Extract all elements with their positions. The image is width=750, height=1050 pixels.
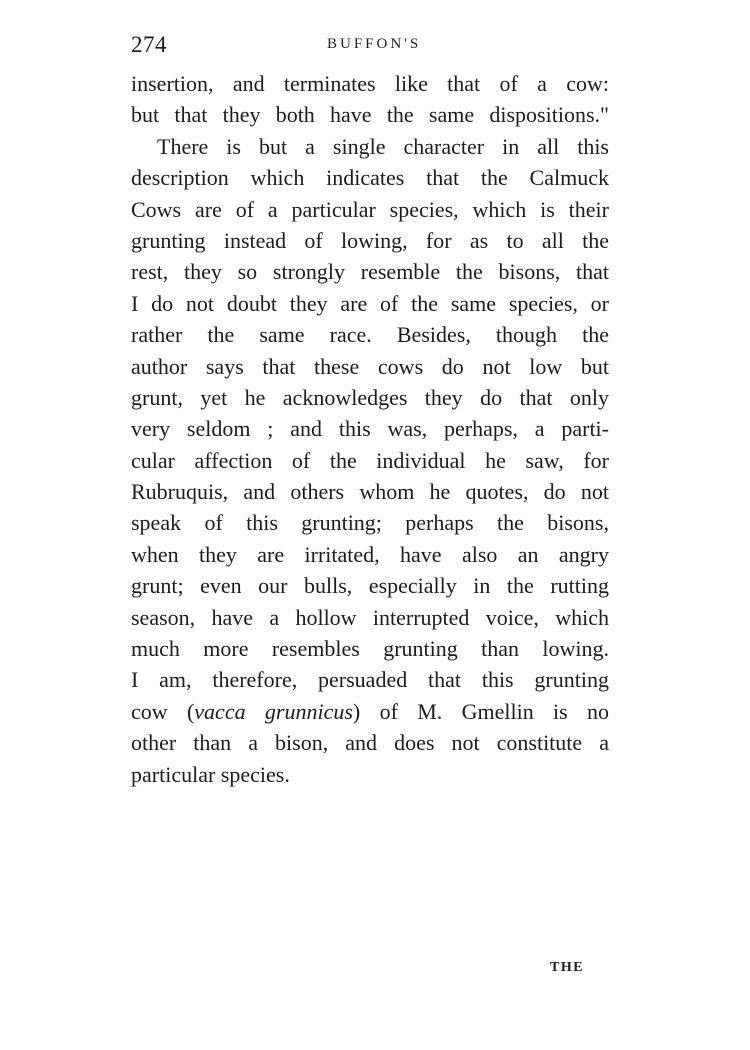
running-head: BUFFON'S xyxy=(327,36,422,52)
text-line: description which indicates that the Calmuck xyxy=(131,165,609,191)
text-line: insertion, and terminates like that of a cow: xyxy=(131,71,609,96)
text-line: season, have a hollow interrupted voice, which xyxy=(131,604,609,630)
page-number: 274 xyxy=(131,32,167,57)
text-line-with-italic xyxy=(131,696,609,727)
text-line: author says that these cows do not low but xyxy=(131,353,609,379)
text-line: There is but a single character in all this xyxy=(157,133,609,159)
text-line: grunt; even our bulls, especially in the rutting xyxy=(131,573,609,599)
text-line: rather the same race. Besides, though the xyxy=(131,322,609,348)
text-line: grunt, yet he acknowledges they do that only xyxy=(131,384,609,410)
text-line-post: ) of M. Gmellin is no xyxy=(352,698,609,724)
latin-name: vacca grunnicus xyxy=(194,698,353,724)
catchword: THE xyxy=(550,960,585,975)
text-line: other than a bison, and does not constitute a xyxy=(131,730,609,756)
text-line: grunting instead of lowing, for as to all the xyxy=(131,227,609,253)
text-line: when they are irritated, have also an angry xyxy=(131,541,609,567)
text-line: but that they both have the same dispositions." xyxy=(131,102,609,128)
text-line: Rubruquis, and others whom he quotes, do not xyxy=(131,479,609,505)
body-text xyxy=(131,68,609,790)
text-line-pre: cow ( xyxy=(131,698,195,724)
text-line: cular affection of the individual he saw, for xyxy=(131,447,609,473)
text-line: particular species. xyxy=(131,761,290,787)
text-line: speak of this grunting; perhaps the bisons, xyxy=(131,510,609,536)
text-line: rest, they so strongly resemble the bisons, that xyxy=(131,259,609,285)
text-line: I do not doubt they are of the same species, or xyxy=(131,290,609,316)
text-line: I am, therefore, persuaded that this grunting xyxy=(131,667,609,693)
text-line: Cows are of a particular species, which is their xyxy=(131,196,609,222)
text-line: much more resembles grunting than lowing. xyxy=(131,636,609,662)
text-line: very seldom ; and this was, perhaps, a parti- xyxy=(131,416,609,442)
